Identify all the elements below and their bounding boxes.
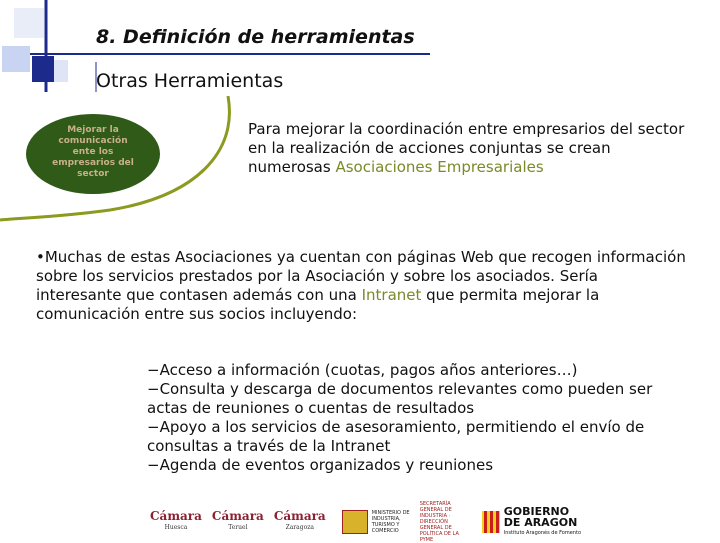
list-item: −Consulta y descarga de documentos relevantes como pueden ser actas de reuniones o cuentas de resultados xyxy=(147,380,653,417)
bullet-accent: Intranet xyxy=(361,286,422,304)
camara-name: Cámara xyxy=(211,509,264,523)
bullet-text-1: •Muchas de estas Asociaciones ya cuentan con páginas Web que recogen información sobre los servicios prestados por la Asociación y sobre los asociados. Sería interesante que contasen además con una xyxy=(36,248,686,304)
aragon-shield-icon xyxy=(482,511,500,533)
bullet-text-2: que permita mejorar la comunicación entre sus socios incluyendo: xyxy=(36,286,600,323)
camara-city: Huesca xyxy=(164,524,188,531)
callout-oval xyxy=(26,114,160,194)
camara-city: Teruel xyxy=(228,524,248,531)
list-item: −Acceso a información (cuotas, pagos años anteriores…) xyxy=(147,361,578,379)
page-subtitle: Otras Herramientas xyxy=(96,70,284,92)
list-item: −Apoyo a los servicios de asesoramiento, permitiendo el envío de consultas a través de la Intranet xyxy=(147,418,645,455)
intro-paragraph xyxy=(248,120,688,177)
ministerio-text: MINISTERIO DE INDUSTRIA, TURISMO Y COMERCIO xyxy=(371,510,410,534)
gobierno-aragon-logo xyxy=(482,506,581,539)
camara-huesca-logo xyxy=(150,511,202,533)
page-title: 8. Definición de herramientas xyxy=(96,26,415,48)
secretaria-text: SECRETARÍA GENERAL DE INDUSTRIA · DIRECCIÓN GENERAL DE POLÍTICA DE LA PYME xyxy=(419,501,459,543)
aragon-sub: Instituto Aragonés de Fomento xyxy=(503,529,581,536)
callout-oval-text: Mejorar la comunicación ente los empresarios del sector xyxy=(52,124,134,179)
aragon-text xyxy=(504,506,581,539)
list-item: −Agenda de eventos organizados y reuniones xyxy=(147,456,494,474)
camara-zaragoza-logo xyxy=(274,511,326,533)
intro-text: Para mejorar la coordinación entre empresarios del sector en la realización de acciones conjuntas se crean numerosas xyxy=(248,120,685,176)
aragon-line1: GOBIERNO xyxy=(503,504,570,518)
ministerio-logo xyxy=(342,501,470,543)
bullet-paragraph xyxy=(36,248,686,324)
camara-city: Zaragoza xyxy=(285,524,314,531)
aragon-line2: DE ARAGON xyxy=(503,515,578,529)
sub-list xyxy=(147,361,687,475)
footer-logos xyxy=(150,501,710,543)
camara-name: Cámara xyxy=(273,509,326,523)
camara-teruel-logo xyxy=(212,511,264,533)
camara-name: Cámara xyxy=(150,509,202,523)
intro-accent: Asociaciones Empresariales xyxy=(335,158,544,176)
escudo-icon xyxy=(342,510,368,534)
